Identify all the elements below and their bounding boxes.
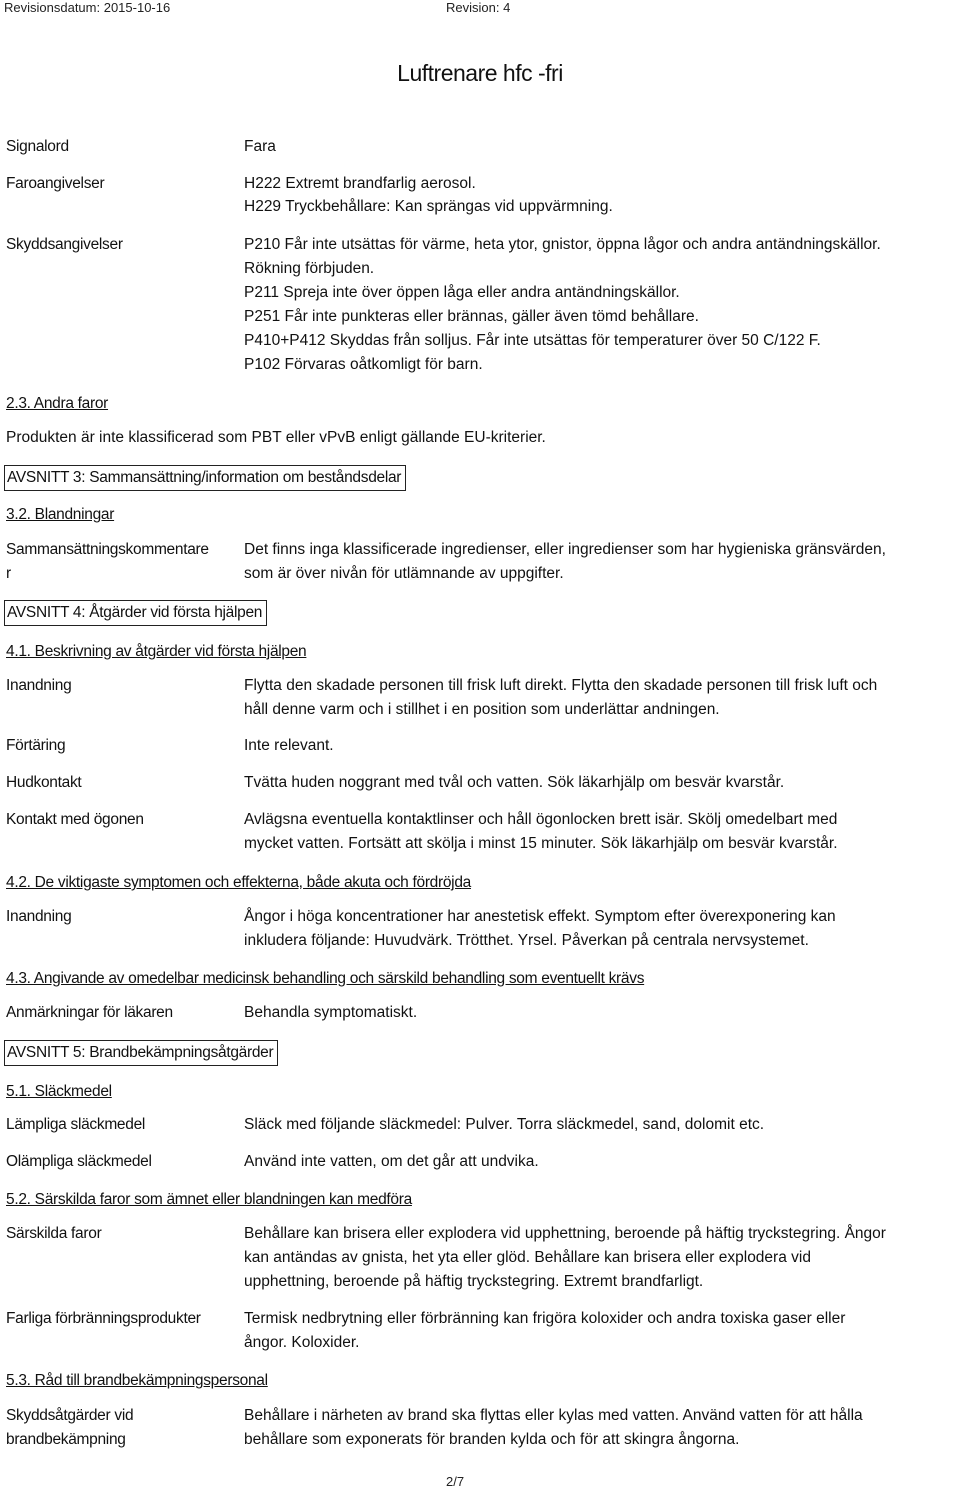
other-hazards-text: Produkten är inte klassificerad som PBT eller vPvB enligt gällande EU-kriterier. bbox=[6, 429, 546, 446]
combustion-products-value bbox=[244, 1307, 952, 1355]
hazard-line: H229 Tryckbehållare: Kan sprängas vid uppvärmning. bbox=[244, 198, 613, 215]
protective-actions-label-line: Skyddsåtgärder vid bbox=[6, 1407, 134, 1424]
combustion-products-line: ångor. Koloxider. bbox=[244, 1334, 360, 1351]
ingestion-line: Inte relevant. bbox=[244, 737, 334, 754]
eye-contact-value bbox=[244, 808, 952, 856]
combustion-products-label: Farliga förbränningsprodukter bbox=[6, 1310, 201, 1327]
eye-contact-label: Kontakt med ögonen bbox=[6, 811, 144, 828]
composition-line: som är över nivån för utlämnande av uppgifter. bbox=[244, 565, 564, 582]
symptoms-line: inkludera följande: Huvudvärk. Trötthet. Yrsel. Påverkan på centrala nervsystemet. bbox=[244, 932, 809, 949]
symptoms-inhalation-label: Inandning bbox=[6, 908, 72, 925]
combustion-products-line: Termisk nedbrytning eller förbränning kan frigöra koloxider och andra toxiska gaser eller bbox=[244, 1310, 846, 1327]
composition-label bbox=[6, 538, 209, 586]
skin-contact-label: Hudkontakt bbox=[6, 774, 82, 791]
ingestion-value bbox=[244, 734, 952, 758]
symptoms-heading-text: 4.2. De viktigaste symptomen och effekterna, både akuta och fördröjda bbox=[6, 874, 471, 891]
section-4-heading: AVSNITT 4: Åtgärder vid första hjälpen bbox=[4, 600, 267, 626]
eye-contact-line: Avlägsna eventuella kontaktlinser och håll ögonlocken brett isär. Skölj omedelbart med bbox=[244, 811, 838, 828]
special-hazards-line: Behållare kan brisera eller explodera vid upphettning, beroende på häftig tryckstegring. Ångor bbox=[244, 1225, 886, 1242]
other-hazards-heading-text: 2.3. Andra faror bbox=[6, 395, 109, 412]
firefighter-advice-heading-text: 5.3. Råd till brandbekämpningspersonal bbox=[6, 1372, 268, 1389]
special-hazards-value bbox=[244, 1222, 952, 1294]
composition-line: Det finns inga klassificerade ingredienser, eller ingredienser som har hygieniska gränsvärden, bbox=[244, 541, 886, 558]
document-title: Luftrenare hfc -fri bbox=[397, 60, 563, 86]
inhalation-value bbox=[244, 674, 952, 722]
page-number: 2/7 bbox=[446, 1474, 465, 1489]
hazard-statements-label: Faroangivelser bbox=[6, 175, 105, 192]
precaution-line: Rökning förbjuden. bbox=[244, 260, 375, 277]
hazard-line: H222 Extremt brandfarlig aerosol. bbox=[244, 175, 476, 192]
firefighter-advice-heading bbox=[6, 1370, 268, 1392]
mixtures-heading-text: 3.2. Blandningar bbox=[6, 506, 115, 523]
precautionary-statements-label: Skyddsangivelser bbox=[6, 236, 123, 253]
special-hazards-line: kan antändas av gnista, het yta eller glöd. Behållare kan brisera eller explodera vid bbox=[244, 1249, 811, 1266]
symptoms-heading bbox=[6, 872, 471, 894]
protective-actions-label bbox=[6, 1404, 133, 1452]
section-3-heading: AVSNITT 3: Sammansättning/information om beståndsdelar bbox=[4, 465, 406, 491]
medical-treatment-heading-text: 4.3. Angivande av omedelbar medicinsk behandling och särskild behandling som eventuellt krävs bbox=[6, 970, 645, 987]
physician-notes-line: Behandla symptomatiskt. bbox=[244, 1004, 418, 1021]
special-hazards-heading-text: 5.2. Särskilda faror som ämnet eller blandningen kan medföra bbox=[6, 1191, 412, 1208]
other-hazards-heading bbox=[6, 393, 108, 415]
protective-actions-line: Behållare i närheten av brand ska flyttas eller kylas med vatten. Använd vatten för att hålla bbox=[244, 1407, 863, 1424]
composition-value bbox=[244, 538, 952, 586]
first-aid-measures-heading bbox=[6, 641, 306, 663]
suitable-media-line: Släck med följande släckmedel: Pulver. Torra släckmedel, sand, dolomit etc. bbox=[244, 1116, 765, 1133]
precaution-line: P211 Spreja inte över öppen låga eller andra antändningskällor. bbox=[244, 284, 680, 301]
skin-contact-line: Tvätta huden noggrant med tvål och vatten. Sök läkarhjälp om besvär kvarstår. bbox=[244, 774, 785, 791]
signal-word-value bbox=[244, 135, 952, 159]
ingestion-label: Förtäring bbox=[6, 737, 66, 754]
mixtures-heading bbox=[6, 504, 114, 526]
special-hazards-label: Särskilda faror bbox=[6, 1225, 102, 1242]
symptoms-line: Ångor i höga koncentrationer har anestetisk effekt. Symptom efter överexponering kan bbox=[244, 908, 836, 925]
unsuitable-media-value bbox=[244, 1150, 952, 1174]
inhalation-line: Flytta den skadade personen till frisk luft direkt. Flytta den skadade personen till frisk luft och bbox=[244, 677, 878, 694]
physician-notes-value bbox=[244, 1001, 952, 1025]
suitable-media-label: Lämpliga släckmedel bbox=[6, 1116, 146, 1133]
precaution-line: P210 Får inte utsättas för värme, heta ytor, gnistor, öppna lågor och andra antändningskällor. bbox=[244, 236, 881, 253]
inhalation-label: Inandning bbox=[6, 677, 72, 694]
suitable-media-value bbox=[244, 1113, 952, 1137]
skin-contact-value bbox=[244, 771, 952, 795]
protective-actions-line: behållare som exponerats för branden kylda och för att skingra ångorna. bbox=[244, 1431, 740, 1448]
precaution-line: P410+P412 Skyddas från solljus. Får inte utsättas för temperaturer över 50 C/122 F. bbox=[244, 332, 821, 349]
hazard-statements-value bbox=[244, 172, 952, 218]
extinguishing-media-heading-text: 5.1. Släckmedel bbox=[6, 1083, 112, 1100]
physician-notes-label: Anmärkningar för läkaren bbox=[6, 1004, 173, 1021]
special-hazards-heading bbox=[6, 1189, 412, 1211]
medical-treatment-heading bbox=[6, 968, 644, 990]
revision-date: Revisionsdatum: 2015-10-16 bbox=[4, 0, 171, 15]
unsuitable-media-label: Olämpliga släckmedel bbox=[6, 1153, 152, 1170]
extinguishing-media-heading bbox=[6, 1081, 112, 1103]
precaution-line: P251 Får inte punkteras eller brännas, gäller även tömd behållare. bbox=[244, 308, 699, 325]
first-aid-measures-heading-text: 4.1. Beskrivning av åtgärder vid första hjälpen bbox=[6, 643, 307, 660]
symptoms-inhalation-value bbox=[244, 905, 952, 953]
revision-number: Revision: 4 bbox=[446, 0, 511, 15]
composition-label-line: r bbox=[6, 565, 11, 582]
protective-actions-label-line: brandbekämpning bbox=[6, 1431, 126, 1448]
eye-contact-line: mycket vatten. Fortsätt att skölja i minst 15 minuter. Sök läkarhjälp om besvär kvarstår. bbox=[244, 835, 838, 852]
inhalation-line: håll denne varm och i stillhet i en position som underlättar andningen. bbox=[244, 701, 720, 718]
unsuitable-media-line: Använd inte vatten, om det går att undvika. bbox=[244, 1153, 539, 1170]
section-5-heading: AVSNITT 5: Brandbekämpningsåtgärder bbox=[4, 1040, 278, 1066]
precautionary-statements-value bbox=[244, 233, 952, 377]
protective-actions-value bbox=[244, 1404, 952, 1452]
signal-word-label: Signalord bbox=[6, 138, 69, 155]
precaution-line: P102 Förvaras oåtkomligt för barn. bbox=[244, 356, 483, 373]
signal-word-text: Fara bbox=[244, 138, 276, 155]
special-hazards-line: upphettning, beroende på häftig tryckstegring. Extremt brandfarligt. bbox=[244, 1273, 704, 1290]
composition-label-line: Sammansättningskommentare bbox=[6, 541, 209, 558]
